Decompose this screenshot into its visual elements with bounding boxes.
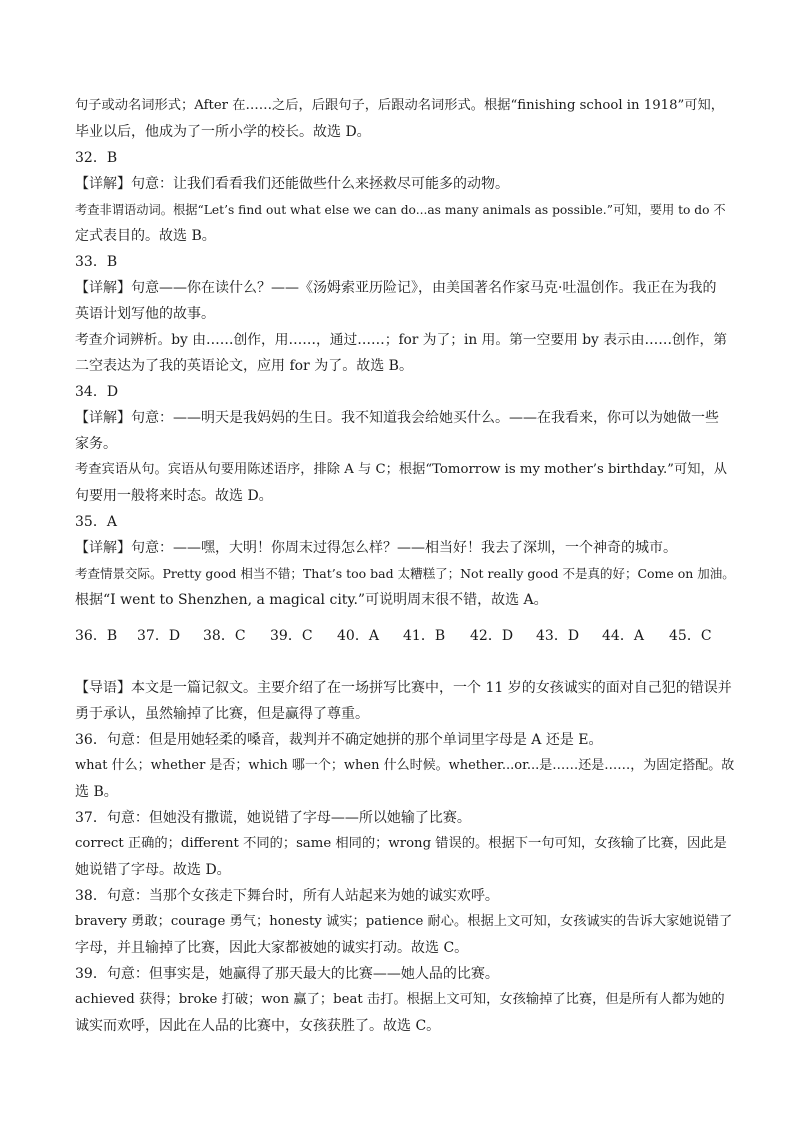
text-line: 37．句意：但她没有撒谎，她说错了字母——所以她输了比赛。: [75, 810, 471, 826]
text-line: 句子或动名词形式；After 在……之后，后跟句子，后跟动名词形式。根据“finishing school in 1918”可知，: [75, 98, 725, 113]
answer-item: 42．D: [470, 628, 514, 644]
text-line: 句要用一般将来时态。故选 D。: [75, 488, 273, 504]
text-line: 字母，并且输掉了比赛，因此大家都被她的诚实打动。故选 C。: [75, 940, 469, 956]
answer-item: 41．B: [403, 628, 446, 644]
answer-item: 40．A: [337, 628, 379, 644]
text-line: 定式表目的。故选 B。: [75, 228, 216, 244]
question-number: 32．B: [75, 150, 118, 166]
text-line: 英语计划写他的故事。: [75, 306, 215, 322]
answer-item: 39．C: [270, 628, 313, 644]
answer-key-row: [75, 626, 735, 646]
question-number: 33．B: [75, 254, 118, 270]
answer-item: 43．D: [536, 628, 580, 644]
text-line: 【导语】本文是一篇记叙文。主要介绍了在一场拼写比赛中，一个 11 岁的女孩诚实的面对自己犯的错误并: [75, 680, 732, 696]
text-line: what 什么；whether 是否；which 哪一个；when 什么时候。whether...or...是……还是……，为固定搭配。故: [75, 758, 735, 773]
answer-item: 37．D: [137, 628, 181, 644]
answer-item: 38．C: [203, 628, 246, 644]
text-line: 勇于承认，虽然输掉了比赛，但是赢得了尊重。: [75, 706, 369, 722]
text-line: bravery 勇敢；courage 勇气；honesty 诚实；patience 耐心。根据上文可知，女孩诚实的告诉大家她说错了: [75, 914, 733, 929]
text-line: 38．句意：当那个女孩走下舞台时，所有人站起来为她的诚实欢呼。: [75, 888, 499, 904]
question-number: 34．D: [75, 384, 119, 400]
text-line: 【详解】句意：——嘿，大明！你周末过得怎么样？——相当好！我去了深圳，一个神奇的城市。: [75, 540, 677, 556]
answer-item: 36．B: [75, 628, 118, 644]
text-line: 二空表达为了我的英语论文，应用 for 为了。故选 B。: [75, 358, 413, 374]
question-number: 35．A: [75, 514, 117, 530]
text-line: 考查非谓语动词。根据“Let’s find out what else we can do...as many animals as possible.”可知，要用 to do 不: [75, 203, 726, 217]
text-line: 毕业以后，他成为了一所小学的校长。故选 D。: [75, 124, 371, 140]
answer-item: 45．C: [669, 628, 712, 644]
text-line: 家务。: [75, 436, 117, 452]
text-line: 根据“I went to Shenzhen, a magical city.”可说明周末很不错，故选 A。: [75, 592, 548, 608]
text-line: 她说错了字母。故选 D。: [75, 862, 231, 878]
answer-item: 44．A: [602, 628, 644, 644]
text-line: 【详解】句意：——明天是我妈妈的生日。我不知道我会给她买什么。——在我看来，你可以为她做一些: [75, 410, 719, 426]
text-line: achieved 获得；broke 打破；won 赢了；beat 击打。根据上文可知，女孩输掉了比赛，但是所有人都为她的: [75, 992, 725, 1007]
text-line: 36．句意：但是用她轻柔的嗓音，裁判并不确定她拼的那个单词里字母是 A 还是 E。: [75, 732, 603, 748]
text-line: 【详解】句意：让我们看看我们还能做些什么来拯救尽可能多的动物。: [75, 176, 509, 192]
text-line: 诚实而欢呼，因此在人品的比赛中，女孩获胜了。故选 C。: [75, 1018, 441, 1034]
text-line: 考查宾语从句。宾语从句要用陈述语序，排除 A 与 C；根据“Tomorrow is my mother’s birthday.”可知，从: [75, 462, 727, 477]
text-line: 考查情景交际。Pretty good 相当不错；That’s too bad 太糟糕了；Not really good 不是真的好；Come on 加油。: [75, 566, 735, 581]
text-line: 选 B。: [75, 784, 118, 800]
text-line: correct 正确的；different 不同的；same 相同的；wrong 错误的。根据下一句可知，女孩输了比赛，因此是: [75, 836, 727, 851]
text-line: 39．句意：但事实是，她赢得了那天最大的比赛——她人品的比赛。: [75, 966, 499, 982]
text-line: 考查介词辨析。by 由……创作，用……，通过……；for 为了；in 用。第一空要用 by 表示由……创作，第: [75, 332, 727, 348]
text-line: 【详解】句意——你在读什么？——《汤姆索亚历险记》，由美国著名作家马克·吐温创作。我正在为我的: [75, 280, 717, 296]
